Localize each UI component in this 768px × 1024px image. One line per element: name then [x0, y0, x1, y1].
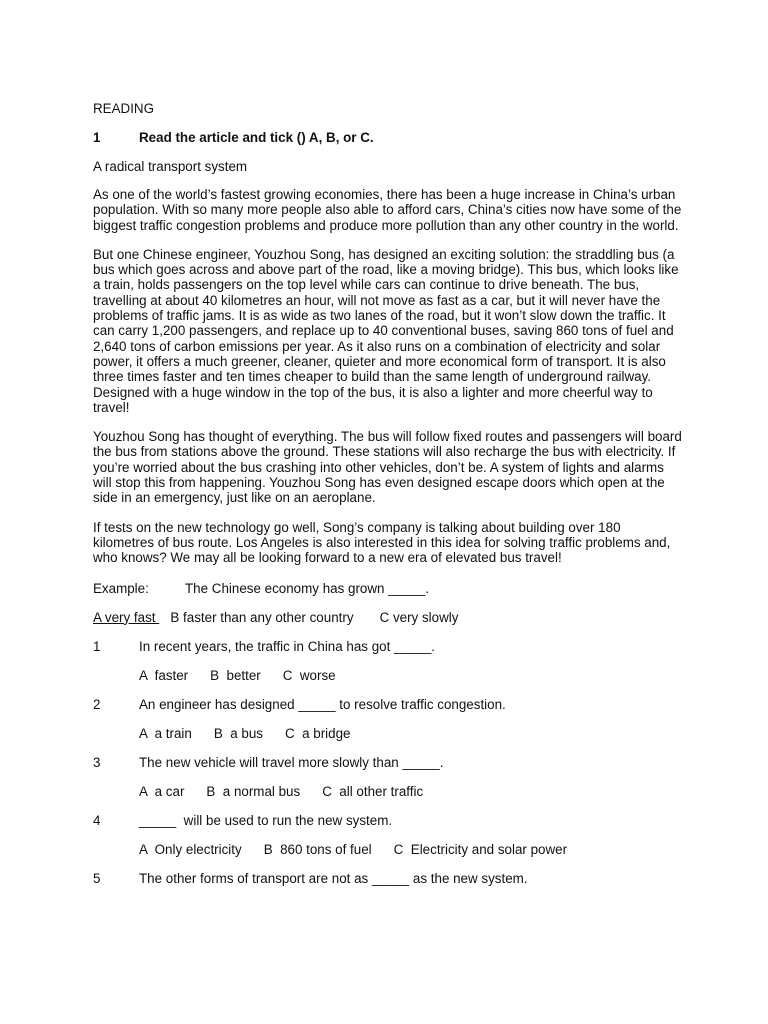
question-number: 3: [93, 754, 101, 770]
question-2: [93, 696, 683, 742]
example-option-a: A very fast: [93, 609, 160, 625]
task-instruction: [93, 129, 683, 146]
task-text: Read the article and tick () A, B, or C.: [139, 130, 374, 145]
option-a[interactable]: A Only electricity: [139, 841, 242, 857]
option-b[interactable]: B a normal bus: [206, 783, 301, 799]
option-b[interactable]: B a bus: [213, 725, 263, 741]
question-5: [93, 870, 683, 887]
option-b[interactable]: B 860 tons of fuel: [263, 841, 372, 857]
option-a[interactable]: A a car: [139, 783, 185, 799]
article-title: A radical transport system: [93, 159, 248, 174]
question-number: 4: [93, 812, 101, 828]
article-paragraph-4: If tests on the new technology go well, Song’s company is talking about building over 180 kilometres of bus route. Los Angeles is also interested in this idea for solving traffic problems and, who knows? We may all be looking forward to a new era of elevated bus travel!: [93, 519, 671, 566]
worksheet-page: [93, 100, 683, 899]
question-options: [139, 725, 683, 742]
example-question: [93, 580, 683, 597]
question-3: [93, 754, 683, 800]
article-paragraph-3: Youzhou Song has thought of everything. The bus will follow fixed routes and passengers will board the bus from stations above the ground. These stations will also recharge the bus with electricity. If you’re worried about the bus crashing into other vehicles, don’t be. A system of lights and alarms will stop this from happening. Youzhou Song has even designed escape doors which open at the side in an emergency, just like on an aeroplane.: [93, 429, 682, 506]
question-4: [93, 812, 683, 858]
task-number: 1: [93, 130, 101, 145]
question-number: 1: [93, 638, 101, 654]
option-c[interactable]: C a bridge: [285, 725, 351, 741]
question-text: In recent years, the traffic in China has got _____.: [139, 638, 436, 654]
question-options: [139, 783, 683, 800]
example-options: [93, 609, 683, 626]
option-c[interactable]: C Electricity and solar power: [393, 841, 568, 857]
section-title: READING: [93, 101, 155, 116]
option-b[interactable]: B better: [210, 667, 261, 683]
question-number: 5: [93, 870, 101, 886]
question-options: [139, 841, 683, 858]
question-number: 2: [93, 696, 101, 712]
article-paragraph-2: But one Chinese engineer, Youzhou Song, has designed an exciting solution: the straddling bus (a bus which goes across and above part of the road, like a moving bridge). This bus, which looks like a train, holds passengers on the top level while cars can continue to drive beneath. The bus, travelling at about 40 kilometres an hour, will not move as fast as a car, but it will never have the problems of traffic jams. It is as wide as two lanes of the road, but it won’t slow down the traffic. It can carry 1,200 passengers, and replace up to 40 conventional buses, saving 860 tons of fuel and 2,640 tons of carbon emissions per year. As it also runs on a combination of electricity and solar power, it offers a much greener, cleaner, quieter and more economical form of transport. It is also three times faster and ten times cheaper to build than the same length of underground railway. Designed with a huge window in the top of the bus, it is also a lighter and more cheerful way to travel!: [93, 246, 679, 415]
question-text: An engineer has designed _____ to resolve traffic congestion.: [139, 696, 506, 712]
question-options: [139, 667, 683, 684]
question-1: [93, 638, 683, 684]
example-option-c: C very slowly: [379, 609, 459, 625]
example-option-b: B faster than any other country: [170, 609, 354, 625]
option-a[interactable]: A a train: [139, 725, 192, 741]
example-label: Example:: [93, 580, 149, 596]
example-question-text: The Chinese economy has grown _____.: [185, 580, 430, 596]
question-text: _____ will be used to run the new system.: [139, 812, 393, 828]
question-text: The new vehicle will travel more slowly than _____.: [139, 754, 444, 770]
question-text: The other forms of transport are not as _____ as the new system.: [139, 870, 528, 886]
option-c[interactable]: C all other traffic: [322, 783, 424, 799]
option-c[interactable]: C worse: [282, 667, 336, 683]
option-a[interactable]: A faster: [139, 667, 189, 683]
article-paragraph-1: As one of the world’s fastest growing economies, there has been a huge increase in China’s urban population. With so many more people also able to afford cars, China’s cities now have some of the biggest traffic congestion problems and produce more pollution than any other country in the world.: [93, 187, 682, 233]
